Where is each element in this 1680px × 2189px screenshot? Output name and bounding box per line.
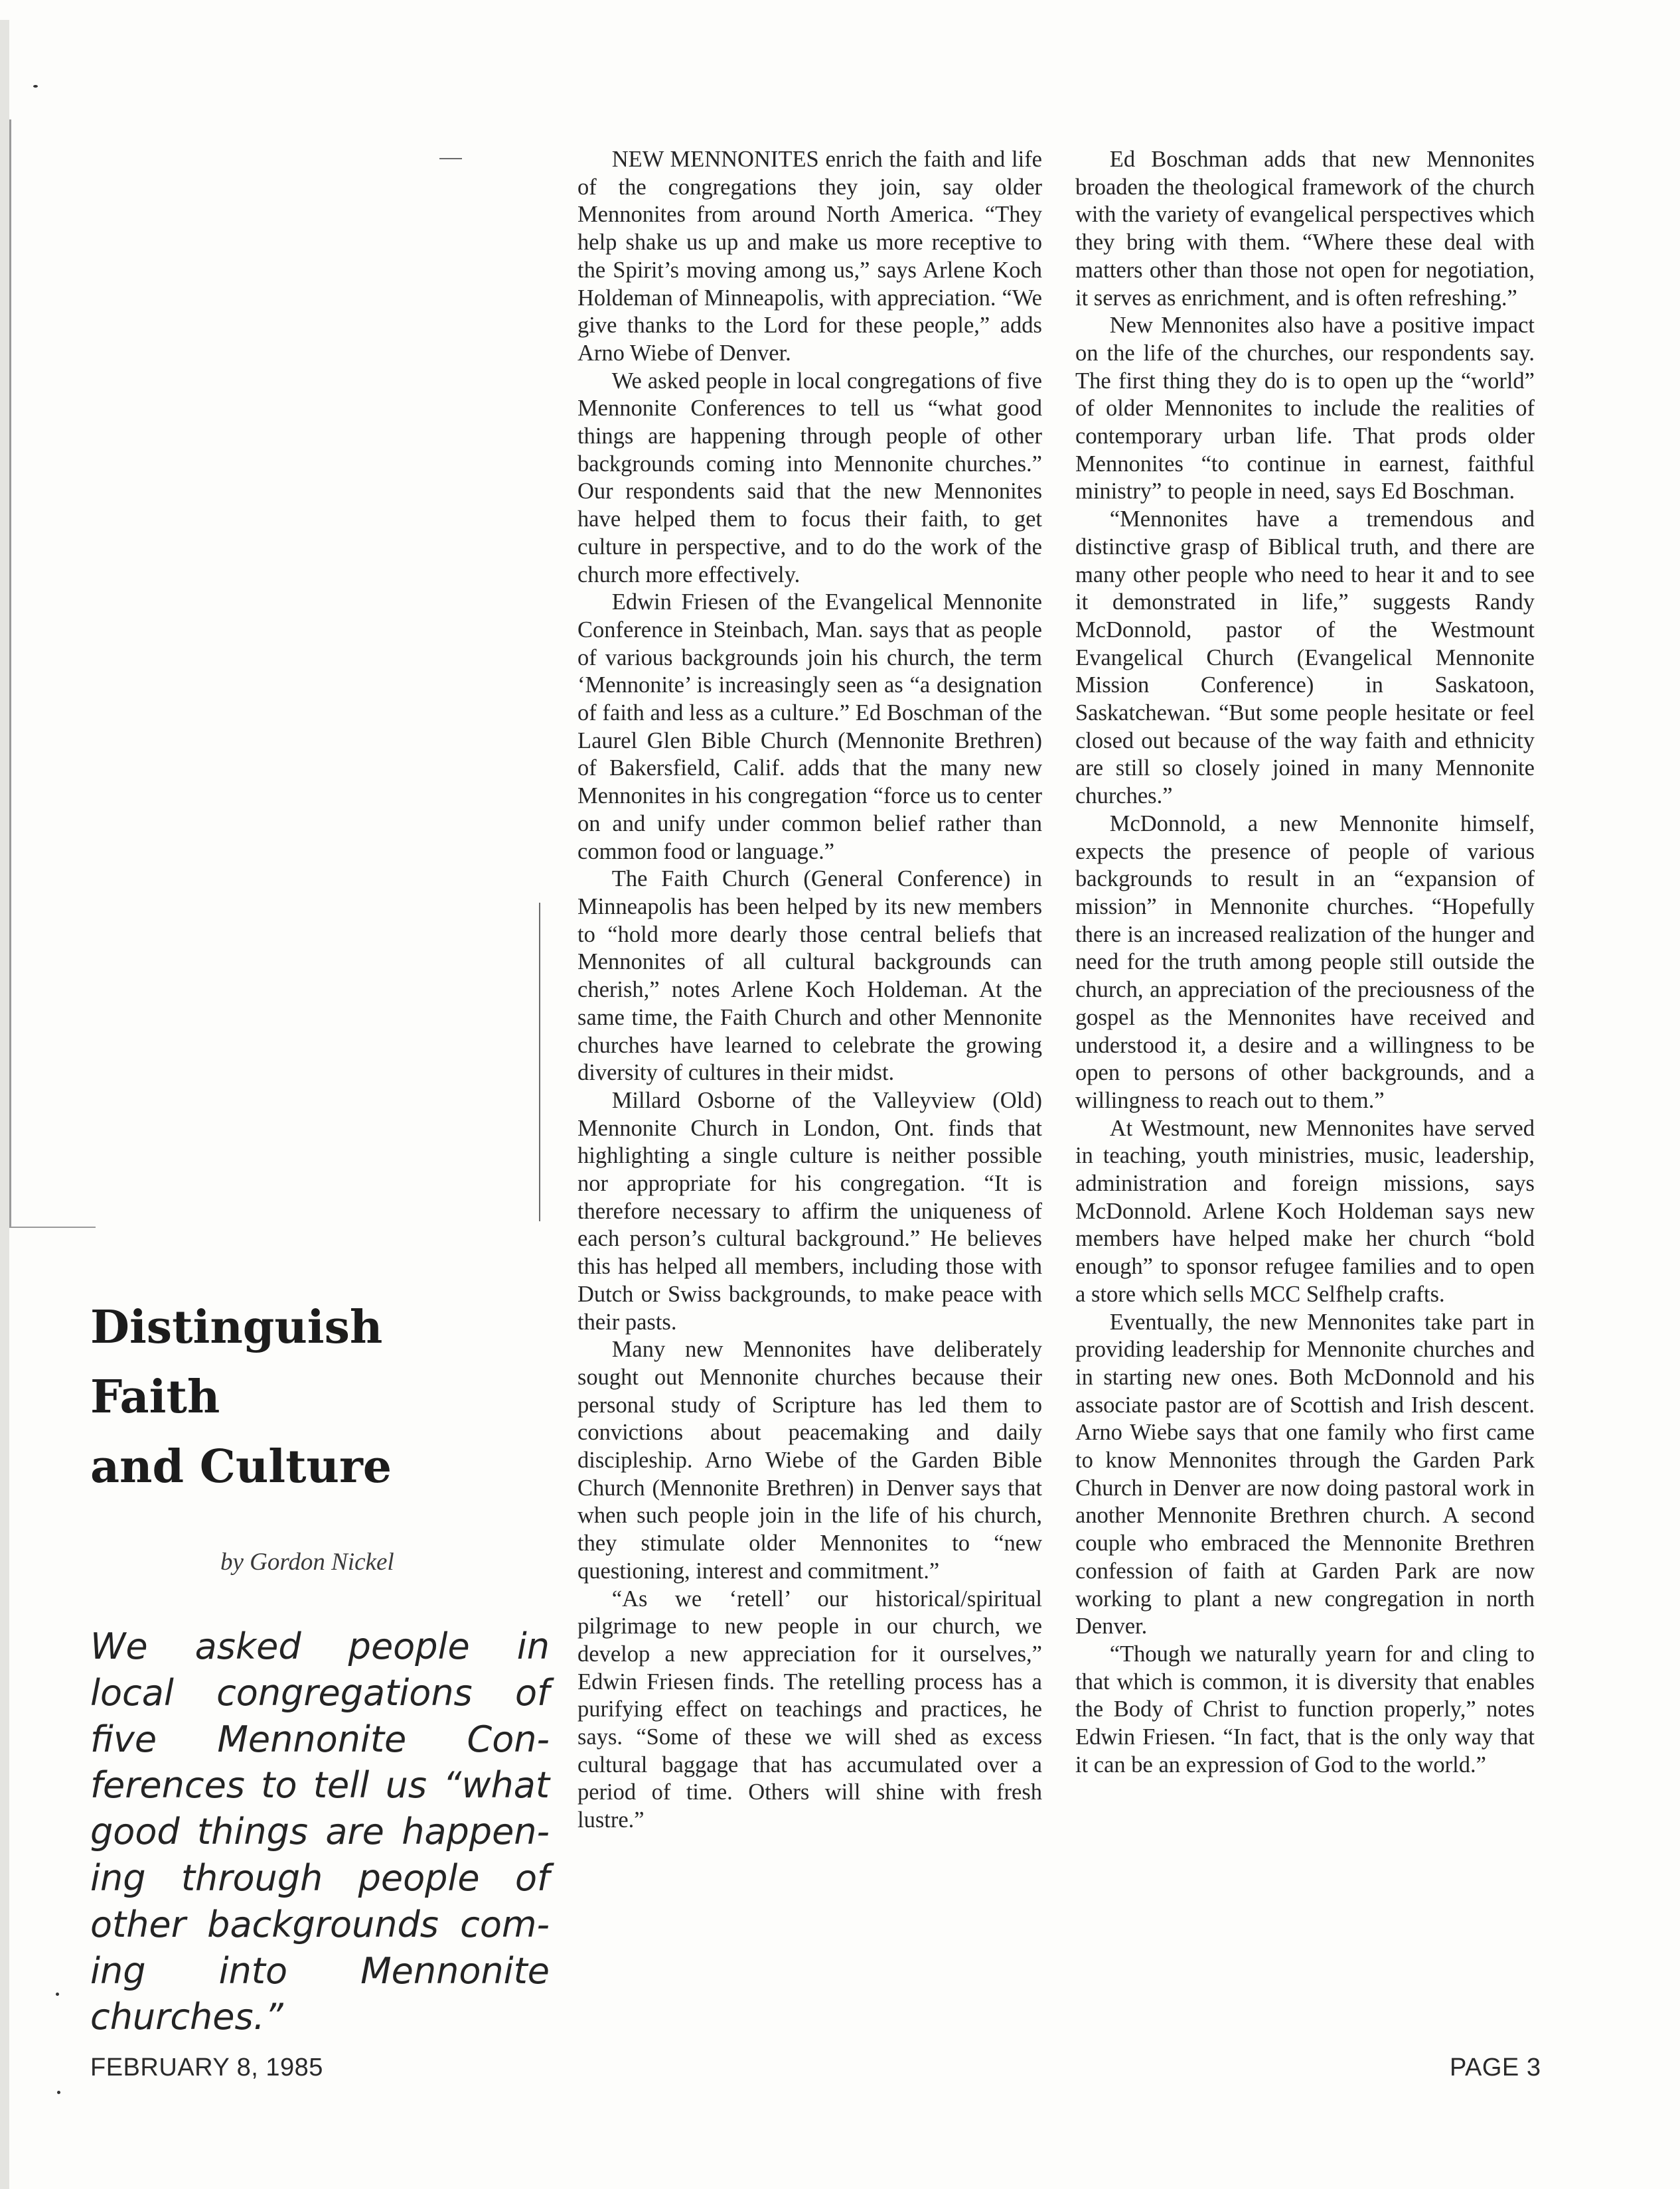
pull-quote-line: other backgrounds com- [90, 1903, 550, 1945]
scan-speck [33, 85, 38, 88]
article-column-middle [577, 146, 1042, 1835]
pull-quote-line: five Mennonite Con- [90, 1718, 550, 1760]
pull-quote-line: churches.” [90, 1996, 283, 2038]
article-paragraph: At Westmount, new Mennonites have served in teaching, youth ministries, music, leadership, administration and foreign missions, says McDonnold. Arlene Koch Holdeman says new members have helped make her church “bold enough” to sponsor refugee families and to open a store which sells MCC Selfhelp crafts. [1075, 1115, 1535, 1307]
headline-line: and Culture [90, 1440, 392, 1493]
pull-quote-line: We asked people in [90, 1625, 550, 1667]
article-paragraph: New Mennonites also have a positive impact on the life of the churches, our respondents say. The first thing they do is to open up the “world” of older Mennonites to include the realities of contemporary urban life. That prods older Mennonites “to continue in earnest, faithful ministry” to people in need, says Ed Boschman. [1075, 313, 1535, 504]
article-paragraph: McDonnold, a new Mennonite himself, expects the presence of people of various backgrounds to result in an “expansion of mission” in Mennonite churches. “Hopefully there is an increased realization of the hunger and need for the truth among people still outside the church, an appreciation of the preciousness of the gospel as the Mennonites have received and understood it, a desire and a willingness to be open to persons of other backgrounds, and a willingness to reach out to them.” [1075, 810, 1535, 1113]
scan-speck [57, 2091, 60, 2094]
pull-quote-line: ing into Mennonite [90, 1949, 550, 1992]
article-paragraph: Many new Mennonites have deliberately sought out Mennonite churches because their personal study of Scripture has led them to convictions about peacemaking and daily discipleship. Arno Wiebe of the Garden Bible Church (Mennonite Brethren) in Denver says that when such people join in the life of his church, they stimulate older Mennonites to “new questioning, interest and commitment.” [577, 1337, 1042, 1584]
page-number: PAGE 3 [1450, 2054, 1541, 2081]
article-column-right [1075, 146, 1535, 1779]
photo-frame-bottom-line [9, 1227, 96, 1228]
photo-frame-top-rule [439, 158, 462, 159]
pull-quote [90, 1623, 550, 2040]
article-paragraph: We asked people in local congregations of five Mennonite Conferences to tell us “what good things are happening through people of other backgrounds coming into Mennonite churches.” Our respondents said that the new Mennonites have helped them to focus their faith, to get culture in perspective, and to do the work of the church more effectively. [577, 368, 1042, 587]
byline: by Gordon Nickel [220, 1548, 394, 1576]
scan-speck [56, 1993, 59, 1996]
photo-frame-left-edge [0, 20, 9, 2189]
article-paragraph: “As we ‘retell’ our historical/spiritual pilgrimage to new people in our church, we develop a new appreciation for it ourselves,” Edwin Friesen finds. The retelling process has a purifying effect on teachings and practices, he says. “Some of these we will shed as excess cultural baggage that has accumulated over a period of time. Others will shine with fresh lustre.” [577, 1586, 1042, 1833]
article-paragraph: Millard Osborne of the Valleyview (Old) Mennonite Church in London, Ont. finds that highlighting a single culture is neither possible nor appropriate for his congregation. “It is therefore necessary to affirm the uniqueness of each person’s cultural background.” He believes this has helped all members, including those with Dutch or Swiss backgrounds, to make peace with their pasts. [577, 1087, 1042, 1335]
article-headline [90, 1293, 462, 1502]
article-paragraph: The Faith Church (General Conference) in Minneapolis has been helped by its new members to “hold more dearly those central beliefs that Mennonites of all cultural backgrounds can cherish,” notes Arlene Koch Holdeman. At the same time, the Faith Church and other Mennonite churches have learned to celebrate the growing diversity of cultures in their midst. [577, 866, 1042, 1086]
pull-quote-line: ing through people of [90, 1856, 550, 1899]
article-paragraph: “Mennonites have a tremendous and distinctive grasp of Biblical truth, and there are many other people who need to hear it and to see it demonstrated in life,” suggests Randy McDonnold, pastor of the Westmount Evangelical Church (Evangelical Mennonite Mission Conference) in Saskatoon, Saskatchewan. “But some people hesitate or feel closed out because of the way faith and ethnicity are still so closely joined in many Mennonite churches.” [1075, 506, 1535, 809]
article-paragraph: Ed Boschman adds that new Mennonites broaden the theological framework of the church with the variety of evangelical perspectives which they bring with them. “Where these deal with matters other than those not open for negotiation, it serves as enrichment, and is often refreshing.” [1075, 147, 1535, 311]
pull-quote-line: ferences to tell us “what [90, 1764, 550, 1807]
pull-quote-line: good things are happen- [90, 1811, 550, 1853]
headline-line: Faith [90, 1371, 220, 1424]
article-paragraph: Eventually, the new Mennonites take part in providing leadership for Mennonite churches and in starting new ones. Both McDonnold and his associate pastor are of Scottish and Irish descent. Arno Wiebe says that one family who first came to know Mennonites through the Garden Park Church in Denver are now doing pastoral work in another Mennonite Brethren church. A second couple who embraced the Mennonite Brethren confession of faith at Garden Park are now working to plant a new congregation in north Denver. [1075, 1309, 1535, 1639]
headline-line: Distinguish [90, 1301, 383, 1354]
article-paragraph: Edwin Friesen of the Evangelical Mennonite Conference in Steinbach, Man. says that as people of various backgrounds join his church, the term ‘Mennonite’ is increasingly seen as “a designation of faith and less as a culture.” Ed Boschman of the Laurel Glen Bible Church (Mennonite Brethren) of Bakersfield, Calif. adds that the many new Mennonites in his congregation “force us to center on and unify under common belief rather than common food or language.” [577, 589, 1042, 864]
photo-frame-left-line [9, 119, 11, 1228]
photo-frame-right-line [539, 903, 540, 1221]
issue-date: FEBRUARY 8, 1985 [90, 2054, 323, 2081]
article-paragraph: NEW MENNONITES enrich the faith and life of the congregations they join, say older Mennonites from around North America. “They help shake us up and make us more receptive to the Spirit’s moving among us,” says Arlene Koch Holdeman of Minneapolis, with appreciation. “We give thanks to the Lord for these people,” adds Arno Wiebe of Denver. [577, 147, 1042, 366]
pull-quote-line: local congregations of [90, 1671, 550, 1714]
article-paragraph: “Though we naturally yearn for and cling to that which is common, it is diversity that enables the Body of Christ to function properly,” notes Edwin Friesen. “In fact, that is the only way that it can be an expression of God to the world.” [1075, 1641, 1535, 1777]
